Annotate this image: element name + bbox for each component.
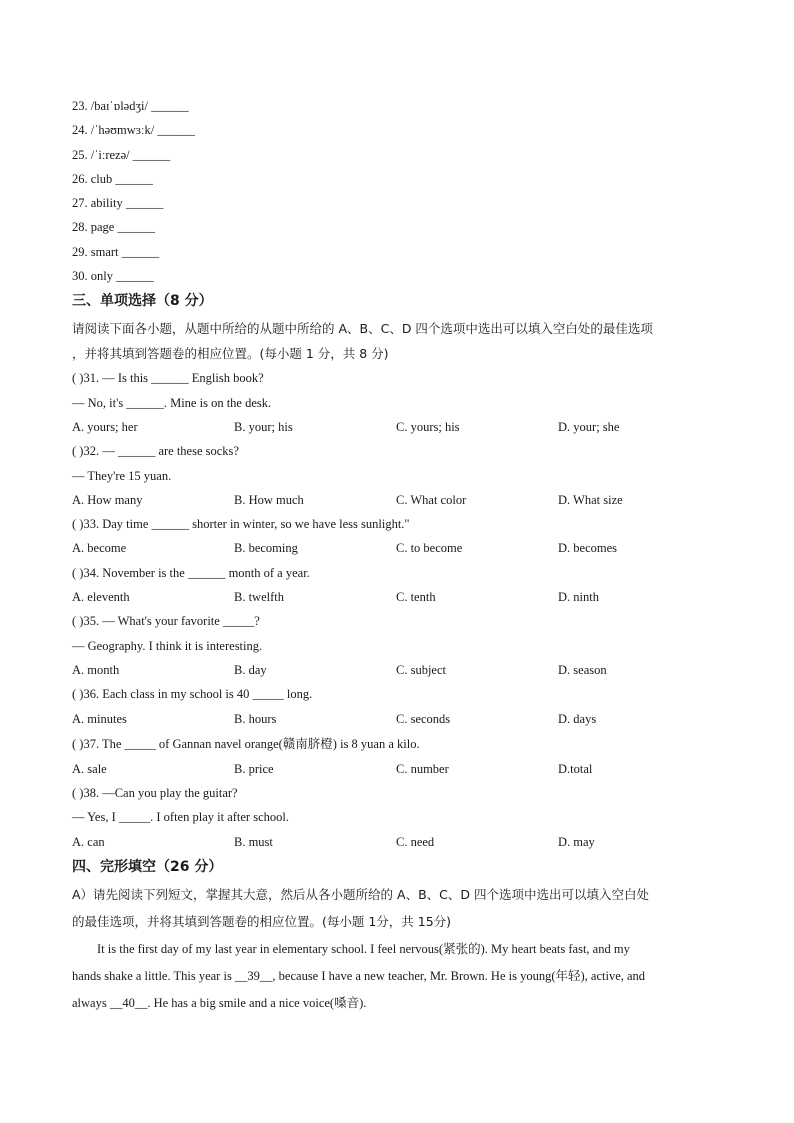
option-d: D. What size (558, 492, 623, 507)
option-a: A. month (72, 662, 120, 677)
option-d: D.total (558, 761, 593, 776)
question-stem: ( )37. The _____ of Gannan navel orange(赣南脐橙) is 8 yuan a kilo. (72, 736, 420, 751)
question-36 (72, 682, 724, 731)
option-b: B. day (234, 662, 267, 677)
option-c: C. What color (396, 492, 467, 507)
option-a: A. yours; her (72, 419, 138, 434)
option-d: D. season (558, 662, 607, 677)
option-row (72, 707, 724, 731)
option-row (72, 536, 724, 560)
option-c: C. yours; his (396, 419, 460, 434)
question-stem: — They're 15 yuan. (72, 468, 172, 483)
option-row (72, 658, 724, 682)
section-title-multiple-choice: 三、单项选择（8 分） (72, 293, 213, 310)
option-c: C. tenth (396, 590, 436, 605)
question-stem: ( )33. Day time ______ shorter in winter, so we have less sunlight." (72, 517, 410, 532)
option-c: C. subject (396, 662, 446, 677)
section-instruction: 的最佳选项，并将其填到答题卷的相应位置。(每小题 1分，共 15分) (72, 914, 452, 930)
vocab-item: 25. /ˈiːrezə/ ______ (72, 147, 171, 162)
option-a: A. can (72, 834, 105, 849)
option-c: C. to become (396, 541, 463, 556)
vocab-item: 30. only ______ (72, 269, 154, 284)
option-b: B. your; his (234, 419, 293, 434)
question-34 (72, 561, 724, 610)
passage-line: It is the first day of my last year in elementary school. I feel nervous(紧张的). My heart beats fast, and my (97, 942, 630, 957)
option-d: D. becomes (558, 541, 618, 556)
option-row (72, 488, 724, 512)
option-b: B. twelfth (234, 590, 284, 605)
option-row (72, 830, 724, 854)
option-b: B. must (234, 834, 273, 849)
section-instruction: ，并将其填到答题卷的相应位置。(每小题 1 分，共 8 分) (72, 346, 389, 362)
section-instruction: 请阅读下面各小题，从题中所给的从题中所给的 A、B、C、D 四个选项中选出可以填入空白处的最佳选项 (72, 321, 653, 337)
question-stem: ( )38. —Can you play the guitar? (72, 786, 238, 801)
question-38 (72, 781, 724, 854)
question-stem: — Geography. I think it is interesting. (72, 638, 263, 653)
passage-line: hands shake a little. This year is __39__, because I have a new teacher, Mr. Brown. He is young(年轻), active, and (72, 969, 646, 984)
option-b: B. price (234, 761, 274, 776)
option-row (72, 415, 724, 439)
vocab-item: 23. /baɪˈɒlədʒi/ ______ (72, 99, 189, 113)
option-a: A. How many (72, 492, 143, 507)
vocab-item: 29. smart ______ (72, 244, 160, 259)
option-c: C. need (396, 834, 435, 849)
question-35 (72, 609, 724, 682)
question-32 (72, 439, 724, 512)
option-a: A. eleventh (72, 590, 130, 605)
vocab-item: 28. page ______ (72, 220, 155, 235)
option-b: B. becoming (234, 541, 298, 556)
vocab-item: 26. club ______ (72, 171, 153, 186)
section-instruction: A）请先阅读下列短文，掌握其大意，然后从各小题所给的 A、B、C、D 四个选项中选出可以填入空白处 (72, 887, 649, 903)
question-31 (72, 366, 724, 439)
option-d: D. ninth (558, 590, 599, 605)
section-title-cloze: 四、完形填空（26 分） (72, 859, 223, 876)
option-b: B. hours (234, 711, 277, 726)
question-33 (72, 512, 724, 561)
question-stem: ( )36. Each class in my school is 40 _____ long. (72, 687, 313, 702)
vocab-list (72, 94, 724, 288)
option-d: D. your; she (558, 419, 620, 434)
option-c: C. number (396, 761, 449, 776)
option-a: A. minutes (72, 711, 127, 726)
option-row (72, 585, 724, 609)
cloze-passage (72, 936, 724, 1017)
question-37 (72, 731, 724, 781)
option-d: D. days (558, 711, 597, 726)
question-stem: — Yes, I _____. I often play it after school. (72, 810, 289, 825)
document-page (72, 94, 724, 1017)
question-stem: ( )34. November is the ______ month of a year. (72, 565, 310, 580)
question-stem: ( )31. — Is this ______ English book? (72, 371, 264, 386)
option-b: B. How much (234, 492, 304, 507)
option-a: A. sale (72, 761, 107, 776)
question-stem: ( )35. — What's your favorite _____? (72, 614, 260, 629)
question-stem: — No, it's ______. Mine is on the desk. (72, 395, 272, 410)
option-d: D. may (558, 834, 595, 849)
vocab-item: 24. /ˈhəʊmwɜːk/ ______ (72, 123, 195, 138)
option-c: C. seconds (396, 711, 451, 726)
option-row (72, 757, 724, 781)
passage-line: always __40__. He has a big smile and a nice voice(嗓音). (72, 996, 367, 1011)
option-a: A. become (72, 541, 127, 556)
vocab-item: 27. ability ______ (72, 196, 164, 211)
question-stem: ( )32. — ______ are these socks? (72, 444, 239, 459)
